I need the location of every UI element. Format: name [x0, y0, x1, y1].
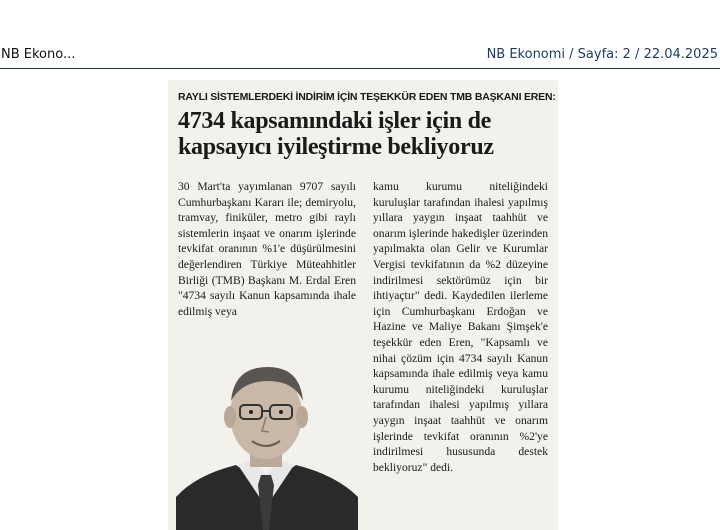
page-header: [0, 0, 720, 70]
newspaper-clipping: [168, 80, 558, 530]
portrait-illustration: [176, 357, 358, 530]
article-column-left: 30 Mart'ta yayımlanan 9707 sayılı Cumhurbaşkanı Kararı ile; demiryolu, tramvay, finiküler, metro gibi raylı sistemlerin inşaat ve onarım işlerinde tevkifat oranının %1'e düşürülmesini değerlendiren Türkiye Müteahhitler Birliği (TMB) Başkanı M. Erdal Eren "4734 sayılı Kanun kapsamında ihale edilmiş veya: [178, 180, 356, 318]
article-kicker: RAYLI SİSTEMLERDEKİ İNDİRİM İÇİN TEŞEKKÜR EDEN TMB BAŞKANI EREN:: [178, 91, 556, 103]
header-divider: [0, 68, 720, 69]
article-headline: 4734 kapsamındaki işler için de kapsayıcı iyileştirme bekliyoruz: [178, 108, 494, 160]
article-column-right: kamu kurumu niteliğindeki kuruluşlar tarafından ihalesi yapılmış yıllara yaygın inşaat taahhüt ve onarım işlerinde hakedişler üzerinden yapılmakta olan Gelir ve Kurumlar Vergisi tevkifatının da %2 düzeyine indirilmesi sektörümüz için bir ihtiyaçtır" dedi. Kaydedilen ilerleme için Cumhurbaşkanı Erdoğan ve Hazine ve Maliye Bakanı Şimşek'e teşekkür eden Eren, "Kapsamlı ve nihai çözüm için 4734 sayılı Kanun kapsamında ihale edilmiş veya kamu kurumu niteliğindeki kuruluşlar tarafından ihalesi yapılmış yıllara yaygın inşaat taahhüt ve onarım işlerinde tevkifat oranının %2'ye indirilmesi hususunda destek bekliyoruz" dedi.: [373, 180, 548, 474]
source-full: NB Ekonomi / Sayfa: 2 / 22.04.2025: [486, 47, 718, 62]
portrait-photo: [176, 357, 358, 530]
source-short: NB Ekono...: [1, 47, 76, 62]
